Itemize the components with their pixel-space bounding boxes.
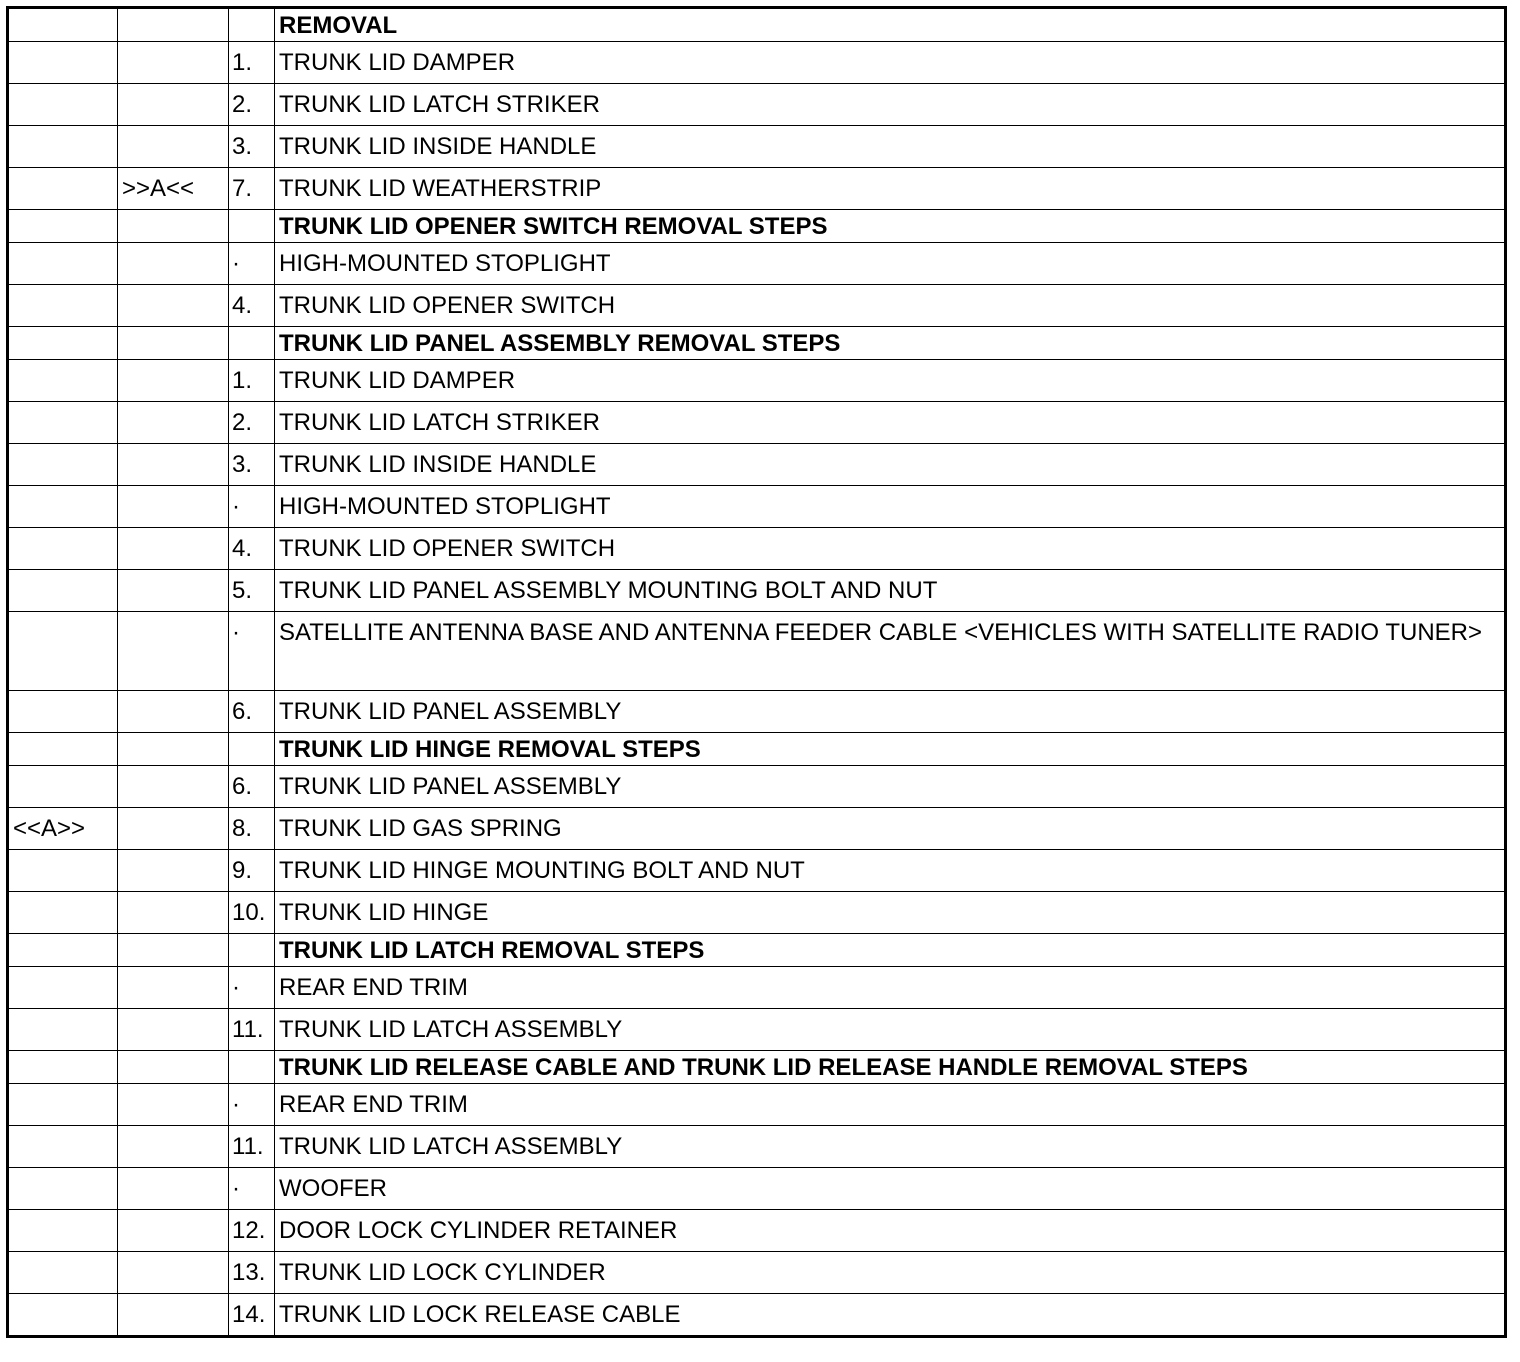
reinstall-note-cell bbox=[8, 1252, 118, 1294]
step-number: 5. bbox=[229, 570, 275, 612]
step-text: SATELLITE ANTENNA BASE AND ANTENNA FEEDER CABLE <VEHICLES WITH SATELLITE RADIO TUNER> bbox=[275, 612, 1506, 691]
step-row bbox=[8, 126, 1506, 168]
reinstall-note-cell bbox=[8, 42, 118, 84]
step-text: HIGH-MOUNTED STOPLIGHT bbox=[275, 486, 1506, 528]
removal-note-cell bbox=[118, 766, 229, 808]
removal-note-cell bbox=[118, 327, 229, 360]
reinstall-note-cell bbox=[8, 1294, 118, 1337]
step-number bbox=[229, 934, 275, 967]
table-body bbox=[8, 8, 1506, 1337]
step-row bbox=[8, 1168, 1506, 1210]
removal-note-cell bbox=[118, 444, 229, 486]
step-text: TRUNK LID HINGE bbox=[275, 892, 1506, 934]
reinstall-note-cell bbox=[8, 528, 118, 570]
removal-note-cell bbox=[118, 612, 229, 691]
step-row bbox=[8, 1252, 1506, 1294]
removal-note-cell bbox=[118, 934, 229, 967]
step-row bbox=[8, 1084, 1506, 1126]
section-title: TRUNK LID PANEL ASSEMBLY REMOVAL STEPS bbox=[275, 327, 1506, 360]
section-header-row bbox=[8, 327, 1506, 360]
removal-note-cell bbox=[118, 8, 229, 42]
removal-note-cell bbox=[118, 402, 229, 444]
removal-note-cell: >>A<< bbox=[118, 168, 229, 210]
removal-note-cell bbox=[118, 892, 229, 934]
step-text: TRUNK LID WEATHERSTRIP bbox=[275, 168, 1506, 210]
removal-note-cell bbox=[118, 1009, 229, 1051]
step-text: TRUNK LID HINGE MOUNTING BOLT AND NUT bbox=[275, 850, 1506, 892]
step-row bbox=[8, 285, 1506, 327]
step-number: 8. bbox=[229, 808, 275, 850]
removal-note-cell bbox=[118, 808, 229, 850]
removal-note-cell bbox=[118, 528, 229, 570]
reinstall-note-cell bbox=[8, 733, 118, 766]
step-row bbox=[8, 528, 1506, 570]
reinstall-note-cell bbox=[8, 243, 118, 285]
reinstall-note-cell bbox=[8, 285, 118, 327]
reinstall-note-cell bbox=[8, 934, 118, 967]
step-row bbox=[8, 967, 1506, 1009]
step-row bbox=[8, 766, 1506, 808]
removal-note-cell bbox=[118, 570, 229, 612]
reinstall-note-cell bbox=[8, 1210, 118, 1252]
step-text: TRUNK LID DAMPER bbox=[275, 42, 1506, 84]
step-text: TRUNK LID INSIDE HANDLE bbox=[275, 126, 1506, 168]
removal-note-cell bbox=[118, 1084, 229, 1126]
removal-note-cell bbox=[118, 1126, 229, 1168]
step-number: · bbox=[229, 612, 275, 691]
step-row bbox=[8, 570, 1506, 612]
step-number bbox=[229, 327, 275, 360]
step-number: 13. bbox=[229, 1252, 275, 1294]
removal-note-cell bbox=[118, 967, 229, 1009]
step-text: TRUNK LID LATCH STRIKER bbox=[275, 84, 1506, 126]
step-row bbox=[8, 808, 1506, 850]
step-number: 2. bbox=[229, 402, 275, 444]
step-number: 10. bbox=[229, 892, 275, 934]
step-number: 1. bbox=[229, 42, 275, 84]
step-text: TRUNK LID LATCH ASSEMBLY bbox=[275, 1126, 1506, 1168]
step-number: 1. bbox=[229, 360, 275, 402]
step-row bbox=[8, 486, 1506, 528]
reinstall-note-cell bbox=[8, 84, 118, 126]
step-number bbox=[229, 1051, 275, 1084]
removal-note-cell bbox=[118, 733, 229, 766]
reinstall-note-cell bbox=[8, 691, 118, 733]
step-row bbox=[8, 1126, 1506, 1168]
step-number: 9. bbox=[229, 850, 275, 892]
removal-note-cell bbox=[118, 1252, 229, 1294]
reinstall-note-cell bbox=[8, 126, 118, 168]
reinstall-note-cell bbox=[8, 967, 118, 1009]
reinstall-note-cell bbox=[8, 486, 118, 528]
section-title: TRUNK LID LATCH REMOVAL STEPS bbox=[275, 934, 1506, 967]
reinstall-note-cell bbox=[8, 360, 118, 402]
step-text: DOOR LOCK CYLINDER RETAINER bbox=[275, 1210, 1506, 1252]
step-text: TRUNK LID GAS SPRING bbox=[275, 808, 1506, 850]
step-number: · bbox=[229, 243, 275, 285]
step-row bbox=[8, 1009, 1506, 1051]
section-title: REMOVAL bbox=[275, 8, 1506, 42]
step-row bbox=[8, 850, 1506, 892]
step-row bbox=[8, 691, 1506, 733]
step-number: 4. bbox=[229, 528, 275, 570]
reinstall-note-cell bbox=[8, 402, 118, 444]
step-text: REAR END TRIM bbox=[275, 1084, 1506, 1126]
reinstall-note-cell bbox=[8, 1126, 118, 1168]
section-header-row bbox=[8, 8, 1506, 42]
removal-steps-table bbox=[6, 6, 1507, 1338]
step-number bbox=[229, 8, 275, 42]
step-number bbox=[229, 210, 275, 243]
reinstall-note-cell bbox=[8, 444, 118, 486]
step-number: · bbox=[229, 967, 275, 1009]
step-number: 3. bbox=[229, 126, 275, 168]
reinstall-note-cell bbox=[8, 1168, 118, 1210]
step-text: TRUNK LID LATCH STRIKER bbox=[275, 402, 1506, 444]
step-number bbox=[229, 733, 275, 766]
removal-note-cell bbox=[118, 1294, 229, 1337]
reinstall-note-cell bbox=[8, 892, 118, 934]
reinstall-note-cell bbox=[8, 1051, 118, 1084]
removal-note-cell bbox=[118, 210, 229, 243]
step-text: TRUNK LID INSIDE HANDLE bbox=[275, 444, 1506, 486]
removal-note-cell bbox=[118, 126, 229, 168]
step-text: TRUNK LID LOCK RELEASE CABLE bbox=[275, 1294, 1506, 1337]
step-number: · bbox=[229, 1084, 275, 1126]
section-title: TRUNK LID HINGE REMOVAL STEPS bbox=[275, 733, 1506, 766]
step-number: · bbox=[229, 486, 275, 528]
reinstall-note-cell bbox=[8, 210, 118, 243]
section-title: TRUNK LID OPENER SWITCH REMOVAL STEPS bbox=[275, 210, 1506, 243]
step-text: TRUNK LID PANEL ASSEMBLY bbox=[275, 766, 1506, 808]
reinstall-note-cell bbox=[8, 168, 118, 210]
step-number: 3. bbox=[229, 444, 275, 486]
reinstall-note-cell bbox=[8, 570, 118, 612]
step-text: TRUNK LID PANEL ASSEMBLY bbox=[275, 691, 1506, 733]
step-number: 7. bbox=[229, 168, 275, 210]
removal-note-cell bbox=[118, 1210, 229, 1252]
reinstall-note-cell: <<A>> bbox=[8, 808, 118, 850]
step-row bbox=[8, 42, 1506, 84]
removal-note-cell bbox=[118, 691, 229, 733]
removal-note-cell bbox=[118, 850, 229, 892]
step-text: TRUNK LID DAMPER bbox=[275, 360, 1506, 402]
reinstall-note-cell bbox=[8, 612, 118, 691]
step-text: TRUNK LID LATCH ASSEMBLY bbox=[275, 1009, 1506, 1051]
section-title: TRUNK LID RELEASE CABLE AND TRUNK LID RELEASE HANDLE REMOVAL STEPS bbox=[275, 1051, 1506, 1084]
reinstall-note-cell bbox=[8, 850, 118, 892]
step-text: TRUNK LID PANEL ASSEMBLY MOUNTING BOLT AND NUT bbox=[275, 570, 1506, 612]
removal-note-cell bbox=[118, 1051, 229, 1084]
step-number: 14. bbox=[229, 1294, 275, 1337]
step-row bbox=[8, 84, 1506, 126]
step-text: HIGH-MOUNTED STOPLIGHT bbox=[275, 243, 1506, 285]
step-row bbox=[8, 612, 1506, 691]
step-number: 4. bbox=[229, 285, 275, 327]
step-row bbox=[8, 243, 1506, 285]
step-text: TRUNK LID LOCK CYLINDER bbox=[275, 1252, 1506, 1294]
removal-note-cell bbox=[118, 84, 229, 126]
step-text: TRUNK LID OPENER SWITCH bbox=[275, 285, 1506, 327]
section-header-row bbox=[8, 210, 1506, 243]
step-row bbox=[8, 1294, 1506, 1337]
step-number: 2. bbox=[229, 84, 275, 126]
reinstall-note-cell bbox=[8, 327, 118, 360]
step-number: 12. bbox=[229, 1210, 275, 1252]
step-row bbox=[8, 402, 1506, 444]
step-number: 11. bbox=[229, 1009, 275, 1051]
removal-note-cell bbox=[118, 285, 229, 327]
step-number: · bbox=[229, 1168, 275, 1210]
reinstall-note-cell bbox=[8, 766, 118, 808]
removal-note-cell bbox=[118, 243, 229, 285]
step-number: 11. bbox=[229, 1126, 275, 1168]
step-number: 6. bbox=[229, 766, 275, 808]
removal-note-cell bbox=[118, 42, 229, 84]
removal-note-cell bbox=[118, 360, 229, 402]
step-row bbox=[8, 360, 1506, 402]
section-header-row bbox=[8, 1051, 1506, 1084]
removal-note-cell bbox=[118, 1168, 229, 1210]
step-row bbox=[8, 1210, 1506, 1252]
section-header-row bbox=[8, 934, 1506, 967]
step-row bbox=[8, 168, 1506, 210]
step-text: WOOFER bbox=[275, 1168, 1506, 1210]
section-header-row bbox=[8, 733, 1506, 766]
step-text: REAR END TRIM bbox=[275, 967, 1506, 1009]
removal-note-cell bbox=[118, 486, 229, 528]
reinstall-note-cell bbox=[8, 1009, 118, 1051]
step-text: TRUNK LID OPENER SWITCH bbox=[275, 528, 1506, 570]
reinstall-note-cell bbox=[8, 8, 118, 42]
step-row bbox=[8, 444, 1506, 486]
step-number: 6. bbox=[229, 691, 275, 733]
reinstall-note-cell bbox=[8, 1084, 118, 1126]
step-row bbox=[8, 892, 1506, 934]
